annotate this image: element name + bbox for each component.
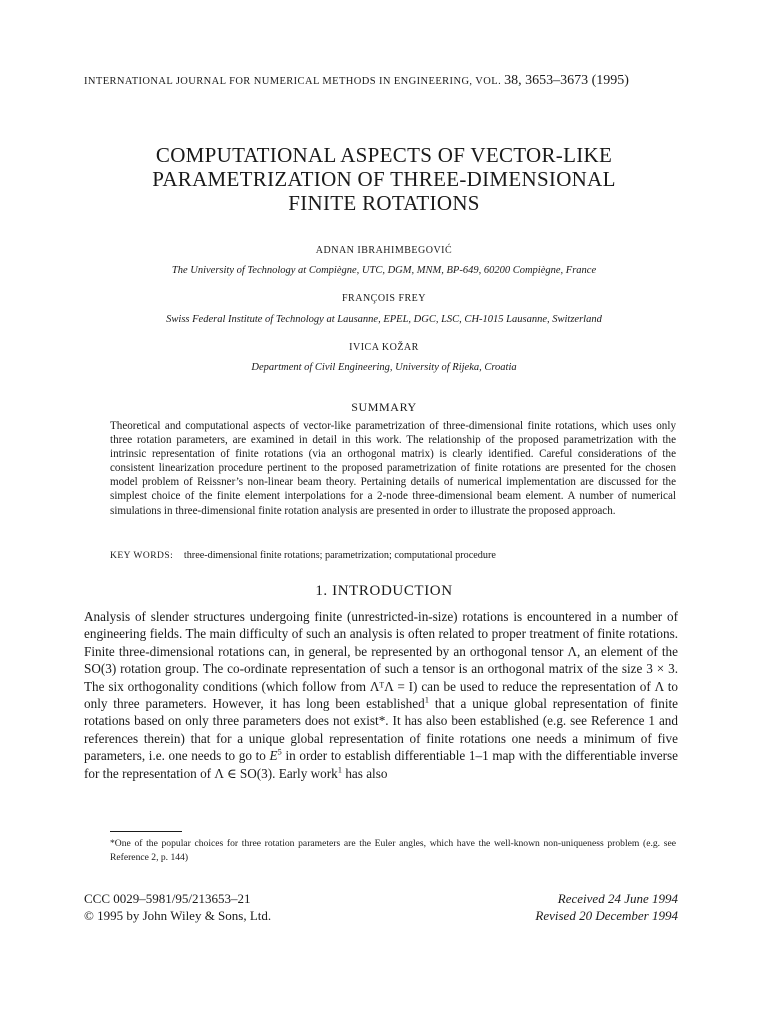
- footnote-divider: [110, 831, 182, 832]
- intro-equation: ΛᵀΛ = I) can be used to reduce the representation of Λ to only three parameters.: [84, 678, 678, 712]
- author-2-affiliation: Swiss Federal Institute of Technology at Lausanne, EPEL, DGC, LSC, CH-1015 Lausanne, Switzerland: [166, 314, 602, 325]
- author-3-affiliation: Department of Civil Engineering, University of Rijeka, Croatia: [251, 362, 517, 373]
- e5-superscript: 5: [277, 746, 282, 757]
- reference-1-superscript-2: 1: [337, 764, 343, 775]
- intro-part-3: that a unique global representation of finite rotations based on only three parameters does not exist*. It has also been established (e.g. see Reference 1 and references therein) that for a unique global representation of finite rotations one needs a minimum of five parameters, i.e. one needs to go to: [84, 696, 678, 764]
- paper-title: [84, 143, 684, 215]
- ccc-code: CCC 0029–5981/95/213653–21: [84, 891, 251, 906]
- author-3-name: IVICA KOŽAR: [349, 342, 419, 353]
- keywords-label: KEY WORDS:: [110, 551, 174, 561]
- keywords-text: three-dimensional finite rotations; parametrization; computational procedure: [183, 550, 496, 561]
- intro-part-5: has also: [342, 765, 388, 781]
- author-1-name: ADNAN IBRAHIMBEGOVIĆ: [315, 245, 453, 256]
- copyright: © 1995 by John Wiley & Sons, Ltd.: [84, 908, 272, 923]
- keywords: [110, 550, 676, 561]
- intro-part-2: However, it has long been established: [212, 696, 425, 712]
- intro-part-1: Analysis of slender structures undergoing finite (unrestricted-in-size) rotations is encountered in a number of engineering fields. The main difficulty of such an analysis is often related to proper treatment of finite rotations. Finite three-dimensional rotations can, in general, be represented by an orthogonal tensor Λ, an element of the SO(3) rotation group. The co-ordinate representation of such a tensor is an orthogonal matrix of the size 3 × 3. The six orthogonality conditions (which follow from: [84, 609, 678, 694]
- journal-header: [84, 73, 684, 89]
- title-line-2: PARAMETRIZATION OF THREE-DIMENSIONAL: [152, 167, 616, 191]
- title-line-3: FINITE ROTATIONS: [288, 191, 480, 215]
- journal-name: INTERNATIONAL JOURNAL FOR NUMERICAL METHODS IN ENGINEERING, VOL.: [84, 76, 502, 87]
- introduction-text: [84, 608, 678, 782]
- dates: [420, 890, 678, 924]
- reference-1-superscript: 1: [424, 694, 430, 705]
- summary-heading: SUMMARY: [351, 400, 417, 414]
- received-date: Received 24 June 1994: [557, 891, 678, 906]
- footnote: *One of the popular choices for three rotation parameters are the Euler angles, which have the well-known non-uniqueness problem (e.g. see Reference 2, p. 144): [110, 838, 676, 863]
- e5-symbol: E: [269, 748, 278, 764]
- author-1-affiliation: The University of Technology at Compiègne, UTC, DGM, MNM, BP-649, 60200 Compiègne, France: [171, 265, 597, 276]
- introduction-heading: 1. INTRODUCTION: [315, 583, 453, 599]
- volume-pages: 38, 3653–3673 (1995): [504, 73, 629, 88]
- title-line-1: COMPUTATIONAL ASPECTS OF VECTOR-LIKE: [155, 143, 613, 167]
- publication-info: [84, 890, 404, 924]
- intro-part-4: in order to establish differentiable 1–1 map with the differentiable inverse for the representation of Λ ∈ SO(3). Early work: [84, 748, 678, 781]
- revised-date: Revised 20 December 1994: [535, 908, 678, 923]
- summary-text: Theoretical and computational aspects of vector-like parametrization of three-dimensional finite rotations, which uses only three rotation parameters, are examined in detail in this work. The relationship of the proposed parametrization with the intrinsic representation of finite rotations (via an orthogonal matrix) is clearly identified. Careful considerations of the consistent linearization procedure pertinent to the proposed parametrization of finite rotations are presented for the chosen model problem of Reissner’s non-linear beam theory. Pertaining details of numerical implementation are discussed for the simplest choice of the finite element interpolations for a 2-node three-dimensional beam element. A number of numerical simulations in three-dimensional finite rotation analysis are presented in order to illustrate the proposed approach.: [110, 420, 676, 517]
- author-2-name: FRANÇOIS FREY: [341, 293, 427, 304]
